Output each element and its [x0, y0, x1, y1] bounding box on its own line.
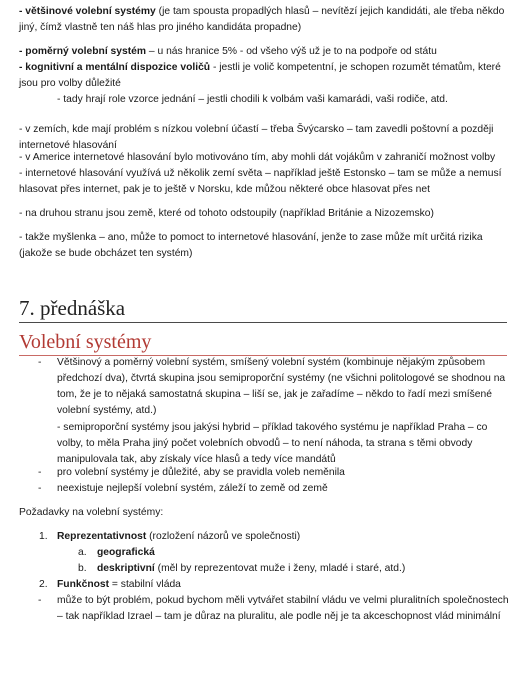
list-letter: b.: [78, 563, 87, 574]
bullet-dash: -: [38, 467, 42, 478]
sub-geographic: geografická: [97, 547, 155, 558]
requirement-representativeness: [57, 529, 512, 545]
para-withdrawn: - na druhou stranu jsou země, které od tohoto odstoupily (například Británie a Nizozemsko): [19, 208, 434, 219]
term-proportional: - poměrný volební systém: [19, 46, 147, 57]
bullet-dash: -: [38, 483, 42, 494]
term-descriptive: deskriptivní: [97, 563, 155, 574]
requirements-intro: Požadavky na volební systémy:: [19, 507, 164, 518]
para-america: - v Americe internetové hlasování bylo motivováno tím, aby mohli dát vojákům v zahraničí možnost volby: [19, 152, 496, 163]
para-text: - jestli je volič kompetentní, je schopen rozumět tématům, které jsou pro volby důležité: [19, 62, 501, 89]
para-text: – u nás hranice 5% - od všeho výš už je to na podpoře od státu: [146, 46, 437, 57]
section-heading: Volební systémy: [19, 330, 507, 356]
para-majority-systems: [19, 4, 509, 36]
para-proportional-system: [19, 44, 509, 60]
req-text: (rozložení názorů ve společnosti): [146, 531, 301, 542]
bullet-system-types: Většinový a poměrný volební systém, smíšený volební systém (kombinuje nějakým způsobem předchozí dva), čtvrtá skupina jsou semiproporční systémy (ne všichni politologové se shodnou na tom, že je to nějaká samostatná skupina – liší se, jak je zařadíme – někdo to řadí mezi smíšené volební systémy, atd.): [57, 357, 506, 416]
para-idea: - takže myšlenka – ano, může to pomoct to internetové hlasování, jenže to zase může mít určitá rizika (jakože se bude obcházet ten systém): [19, 232, 483, 259]
term-representativeness: Reprezentativnost: [57, 531, 147, 542]
para-text: (je tam spousta propadlých hlasů – nevítězí jejich kandidáti, ale třeba někdo jiný, čímž vlastně ten náš hlas pro jiného kandidáta propadne): [19, 6, 505, 33]
requirement-functionality: [57, 577, 512, 593]
list-number: 1.: [39, 531, 48, 542]
bullet-rules-stable: pro volební systémy je důležité, aby se pravidla voleb neměnila: [57, 467, 345, 478]
para-internet-voting: - internetové hlasování využívá už několik zemí světa – například ještě Estonsko – tam se může a nemusí hlasovat přes internet, pak je to ještě v Norsku, kde můžou některé obce hlasovat přes net: [19, 168, 502, 195]
req-text: (měl by reprezentovat muže i ženy, mladé i staré, atd.): [154, 563, 406, 574]
bullet-stability-problem: může to být problém, pokud bychom měli vytvářet stabilní vládu ve velmi pluralitních společnostech – tak například Izrael – tam je důraz na pluralitu, ale podle něj je ta akceschopnost vlád minimální: [57, 595, 509, 622]
term-majority: - většinové volební systémy: [19, 6, 156, 17]
bullet-semiproportional: - semiproporční systémy jsou jakýsi hybrid – příklad takového systému je například Praha – co volby, to měla Praha jiný počet volebních obvodů – to není náhoda, ta strana s těmi obvody manipulovala tak, aby získaly více hlasů a tedy více mandátů: [57, 422, 488, 465]
bullet-dash: -: [38, 357, 42, 368]
para-cognitive: [19, 60, 509, 92]
list-number: 2.: [39, 579, 48, 590]
sub-descriptive: [97, 561, 507, 577]
req-text: = stabilní vláda: [109, 579, 181, 590]
term-functionality: Funkčnost: [57, 579, 110, 590]
term-cognitive: - kognitivní a mentální dispozice voličů: [19, 62, 211, 73]
list-letter: a.: [78, 547, 87, 558]
para-patterns: - tady hrají role vzorce jednání – jestli chodili k volbám vaši kamarádi, vaši rodiče, atd.: [57, 94, 448, 105]
bullet-no-best-system: neexistuje nejlepší volební systém, záleží to země od země: [57, 483, 328, 494]
bullet-dash: -: [38, 595, 42, 606]
lecture-heading: 7. přednáška: [19, 294, 507, 323]
para-low-turnout: - v zemích, kde mají problém s nízkou volební účastí – třeba Švýcarsko – tam zavedli poštovní a později internetové hlasování: [19, 124, 494, 151]
